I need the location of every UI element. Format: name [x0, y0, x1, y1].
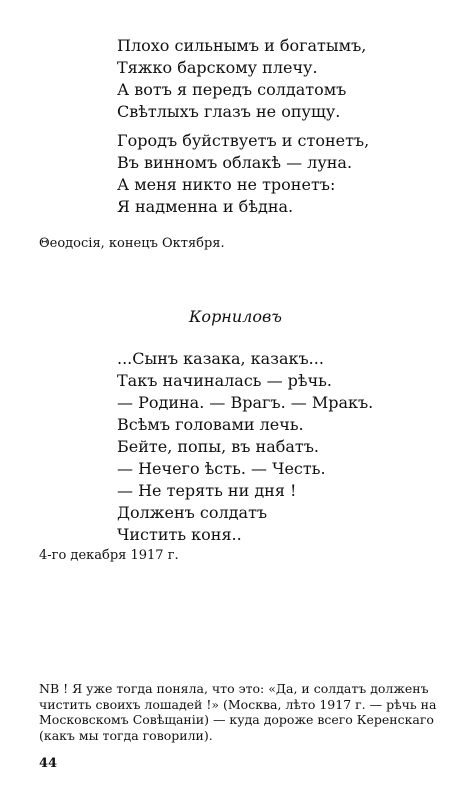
- poem-line: Долженъ солдатъ: [117, 503, 268, 522]
- poem-line: Свѣтлыхъ глазъ не опущу.: [117, 102, 341, 121]
- page-number: 44: [39, 756, 58, 771]
- poem-line: А вотъ я передъ солдатомъ: [117, 80, 347, 99]
- poem-line: Такъ начиналась — рѣчь.: [117, 371, 332, 390]
- poem-line: — Не терять ни дня !: [117, 481, 297, 500]
- poem-line: — Нечего ѣсть. — Честь.: [117, 459, 326, 478]
- poem-line: Плохо сильнымъ и богатымъ,: [117, 36, 367, 55]
- poem-dateline: Θеодосія, конецъ Октября.: [39, 236, 225, 251]
- poem-line: Бейте, попы, въ набатъ.: [117, 437, 320, 456]
- poem-title: Корниловъ: [189, 307, 282, 326]
- poem-line: Я надменна и бѣдна.: [117, 197, 294, 216]
- poem-stanza-1: [117, 35, 366, 123]
- poem-stanza-3: [117, 348, 373, 546]
- footnote-line: (какъ мы тогда говорили).: [39, 727, 213, 743]
- poem-line: Чистить коня..: [117, 525, 242, 544]
- footnote-line: чистить своихъ лошадей !» (Москва, лѣто 1917 г. — рѣчь на: [39, 696, 437, 712]
- poem-line: Городъ буйствуетъ и стонетъ,: [117, 131, 370, 150]
- poem-line: — Родина. — Врагъ. — Мракъ.: [117, 393, 374, 412]
- poem-dateline: 4-го декабря 1917 г.: [39, 548, 179, 563]
- footnote: [39, 681, 439, 743]
- footnote-line: Московскомъ Совѣщаніи) — куда дороже всего Керенскаго: [39, 712, 434, 727]
- poem-stanza-2: [117, 130, 369, 218]
- poem-line: Въ винномъ облакѣ — луна.: [117, 153, 353, 172]
- poem-line: Всѣмъ головами лечь.: [117, 415, 304, 434]
- poem-line: А меня никто не тронетъ:: [117, 175, 336, 194]
- poem-line: ...Сынъ казака, казакъ...: [117, 349, 324, 368]
- footnote-line: NB ! Я уже тогда поняла, что это: «Да, и солдатъ долженъ: [39, 681, 429, 696]
- poem-line: Тяжко барскому плечу.: [117, 58, 318, 77]
